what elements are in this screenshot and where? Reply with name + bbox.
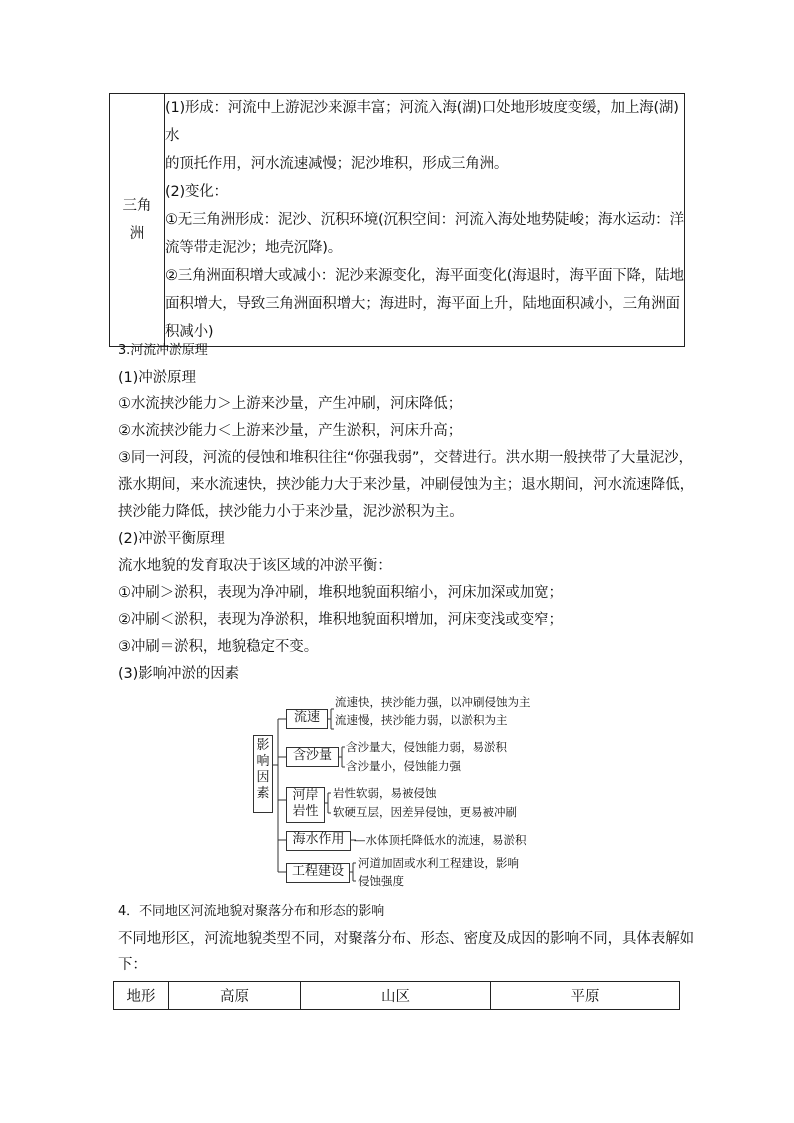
root-char: 素	[256, 786, 270, 801]
bracket	[338, 747, 345, 767]
delta-table	[109, 93, 685, 347]
paragraph: 下：	[118, 957, 147, 973]
paragraph: 挟沙能力降低，挟沙能力小于来沙量，泥沙淤积为主。	[118, 504, 464, 520]
table-header-cell: 地形	[114, 982, 169, 1010]
factors-diagram	[250, 693, 550, 893]
delta-line: 积减小)	[165, 324, 214, 340]
factor-sediment-a: 含沙量大，侵蚀能力弱，易淤积	[346, 740, 507, 754]
paragraph: ②冲刷＜淤积，表现为净淤积，堆积地貌面积增加，河床变浅或变窄；	[118, 612, 563, 628]
delta-line: ②三角洲面积增大或减小：泥沙来源变化，海平面变化(海退时，海平面下降，陆地	[165, 268, 684, 284]
subheading-1: (1)冲淤原理	[118, 370, 196, 386]
paragraph: ①水流挟沙能力＞上游来沙量，产生冲刷，河床降低；	[118, 396, 463, 412]
factor-lithology-box	[286, 787, 325, 823]
delta-line: 流等带走泥沙；地壳沉降)。	[165, 240, 343, 256]
delta-head-line2: 洲	[129, 226, 145, 242]
factor-speed-box: 流速	[286, 709, 328, 729]
section-4-title: 4．不同地区河流地貌对聚落分布和形态的影响	[118, 904, 385, 919]
factor-lithology-b: 软硬互层，因差异侵蚀，更易被冲刷	[333, 805, 517, 819]
paragraph: ③冲刷＝淤积，地貌稳定不变。	[118, 639, 319, 655]
table-header-cell: 高原	[169, 982, 301, 1010]
bracket	[327, 709, 334, 729]
delta-head-line1: 三角	[122, 198, 152, 214]
factor-speed-b: 流速慢，挟沙能力弱，以淤积为主	[335, 713, 508, 727]
factor-engineering-a: 河道加固或水利工程建设，影响	[358, 856, 519, 870]
delta-table-body	[165, 94, 685, 347]
factor-sediment-b: 含沙量小，侵蚀能力强	[346, 759, 461, 773]
root-char: 因	[256, 770, 270, 785]
paragraph: ①冲刷＞淤积，表现为净冲刷，堆积地貌面积缩小，河床加深或加宽；	[118, 585, 563, 601]
factor-lithology-a: 岩性软弱，易被侵蚀	[333, 786, 437, 800]
paragraph: ③同一河段，河流的侵蚀和堆积往往“你强我弱”，交替进行。洪水期一般挟带了大量泥沙，	[118, 450, 693, 466]
factor-sediment-box: 含沙量	[286, 747, 339, 767]
section-3-title: 3.河流冲淤原理	[118, 343, 208, 358]
bracket	[349, 863, 356, 881]
bracket	[324, 793, 331, 813]
root-char: 影	[256, 738, 270, 753]
lithology-label-line: 岩性	[292, 804, 319, 819]
paragraph: ②水流挟沙能力＜上游来沙量，产生淤积，河床升高；	[118, 423, 463, 439]
factor-seawater-a: —水体顶托降低水的流速，易淤积	[354, 833, 527, 847]
lithology-label-line: 河岸	[292, 788, 319, 803]
root-char: 响	[256, 754, 270, 769]
paragraph: 涨水期间，来水流速快，挟沙能力大于来沙量，冲刷侵蚀为主；退水期间，河水流速降低，	[118, 477, 694, 493]
delta-line: ①无三角洲形成：泥沙、沉积环境(沉积空间：河流入海处地势陡峻；海水运动：洋	[165, 212, 684, 228]
paragraph: 不同地形区，河流地貌类型不同，对聚落分布、形态、密度及成因的影响不同，具体表解如	[118, 931, 694, 947]
terrain-table	[113, 981, 680, 1010]
paragraph: 流水地貌的发育取决于该区域的冲淤平衡：	[118, 558, 392, 574]
factor-seawater-box: 海水作用	[286, 831, 351, 851]
delta-line: (2)变化：	[165, 184, 228, 200]
delta-line: (1)形成：河流中上游泥沙来源丰富；河流入海(湖)口处地形坡度变缓，加上海(湖)水	[165, 100, 679, 144]
subheading-2: (2)冲淤平衡原理	[118, 531, 225, 547]
table-header-cell: 山区	[301, 982, 491, 1010]
subheading-3: (3)影响冲淤的因素	[118, 666, 240, 682]
table-header-cell: 平原	[491, 982, 680, 1010]
delta-line: 面积增大，导致三角洲面积增大；海进时，海平面上升，陆地面积减小，三角洲面	[165, 296, 680, 312]
delta-table-head	[110, 94, 165, 347]
table-row	[114, 982, 680, 1010]
factor-engineering-b: 侵蚀强度	[358, 874, 404, 888]
delta-line: 的顶托作用，河水流速减慢；泥沙堆积，形成三角洲。	[165, 156, 509, 172]
factor-speed-a: 流速快，挟沙能力强，以冲刷侵蚀为主	[335, 695, 531, 709]
factor-engineering-box: 工程建设	[286, 863, 350, 883]
root-box	[253, 735, 273, 813]
